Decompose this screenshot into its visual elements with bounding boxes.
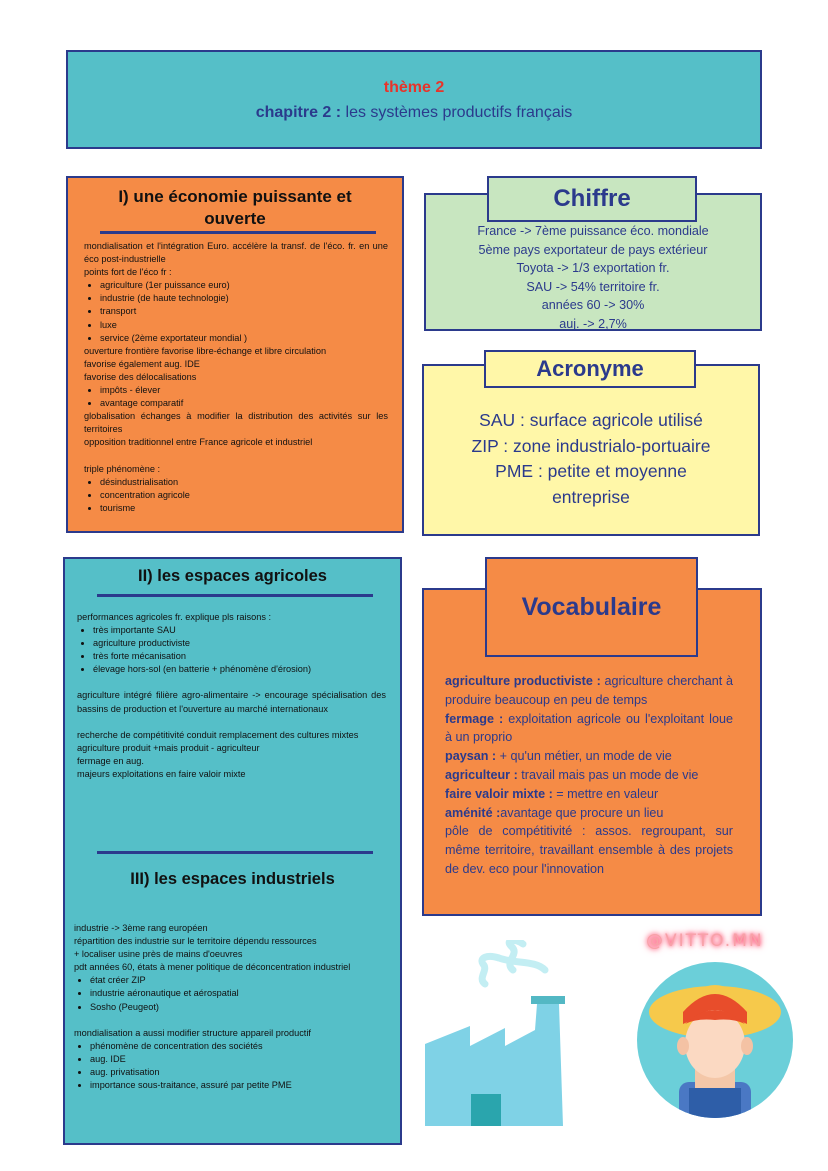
acronyme-line: ZIP : zone industrialo-portuaire: [471, 435, 711, 456]
chapter-label: chapitre 2 :: [255, 104, 342, 121]
title-underline: [97, 594, 373, 597]
title-underline: [100, 231, 376, 234]
acronyme-lines: [424, 408, 758, 510]
list-item: • importance sous-traitance, assuré par petite PME: [90, 1079, 386, 1092]
list-item: • tourisme: [100, 502, 388, 515]
chiffre-line: Toyota -> 1/3 exportation fr.: [516, 261, 670, 275]
list-item: • industrie (de haute technologie): [100, 292, 388, 305]
section-agricoles-body: [77, 611, 386, 781]
factory-icon: [425, 940, 595, 1130]
chiffre-line: 5ème pays exportateur de pays extérieur: [478, 242, 708, 257]
list-item: • industrie aéronautique et aérospatial: [90, 987, 386, 1000]
vocab-term: agriculture productiviste :: [445, 674, 601, 688]
vocab-term: agriculteur :: [445, 767, 518, 782]
list-item: • très importante SAU: [93, 624, 386, 637]
farmer-avatar: [637, 962, 793, 1118]
vocab-def: agriculture cherchant à produire beaucoup en peu de temps: [445, 674, 733, 707]
triple-list: [84, 476, 388, 515]
acronyme-line: PME : petite et moyenne: [495, 461, 687, 481]
text-paragraph: agriculture intégré filière agro-alimentaire -> encourage spécialisation des bassins de production et l'ouverture au marché internationaux: [77, 690, 386, 714]
chapter-title: [68, 104, 760, 122]
list-item: • luxe: [100, 319, 388, 332]
list-item: • très forte mécanisation: [93, 650, 386, 663]
reasons-list: [77, 624, 386, 676]
list-item: • désindustrialisation: [100, 476, 388, 489]
list-item: • agriculture (1er puissance euro): [100, 279, 388, 292]
section-economie: [66, 176, 404, 533]
vocab-entry: [445, 710, 733, 748]
text-line: globalisation échanges à modifier la distribution des activités sur les territoires: [84, 411, 388, 435]
section-economie-title: [68, 186, 402, 230]
vocab-entry: [445, 672, 733, 710]
acronyme-line: SAU : surface agricole utilisé: [479, 410, 703, 430]
deloc-list: [84, 384, 388, 410]
chiffre-lines: [426, 222, 760, 333]
acronyme-box: [422, 364, 760, 536]
acronyme-label: Acronyme: [484, 350, 696, 388]
list-item: • transport: [100, 305, 388, 318]
chiffre-line: auj. -> 2,7%: [559, 316, 627, 331]
section-economie-title-line2: ouverte: [204, 209, 266, 228]
vocab-entry: [445, 766, 733, 785]
text-line: répartition des industrie sur le territoire dépendu ressources: [74, 936, 317, 947]
chiffre-line: SAU -> 54% territoire fr.: [526, 279, 660, 294]
text-line: fermage en aug.: [77, 755, 144, 766]
mondialisation-list: [74, 1040, 386, 1092]
agricoles-intro: performances agricoles fr. explique pls raisons :: [77, 612, 272, 622]
vocab-def: travail mais pas un mode de vie: [517, 767, 699, 782]
industry-list: [74, 974, 386, 1013]
list-item: • aug. IDE: [90, 1053, 386, 1066]
vocab-entry: [445, 785, 733, 804]
chapter-name: les systèmes productifs français: [345, 104, 573, 121]
text-line: mondialisation a aussi modifier structure appareil productif: [74, 1027, 311, 1038]
list-item: • état créer ZIP: [90, 974, 386, 987]
vocab-term: fermage :: [445, 711, 504, 726]
vocabulaire-entries: [445, 672, 733, 879]
theme-label: thème 2: [383, 79, 445, 96]
list-item: • Sosho (Peugeot): [90, 1001, 386, 1014]
vocab-term: aménité :: [445, 805, 501, 820]
list-item: • élevage hors-sol (en batterie + phénomène d'érosion): [93, 663, 386, 676]
list-item: • concentration agricole: [100, 489, 388, 502]
points-label: points fort de l'éco fr :: [84, 267, 172, 278]
vocab-def: + qu'un métier, un mode de vie: [496, 749, 672, 764]
text-line: industrie -> 3ème rang européen: [74, 923, 208, 933]
vocab-term: faire valoir mixte :: [445, 786, 553, 801]
vocabulaire-label: Vocabulaire: [485, 557, 698, 657]
title-banner: [66, 50, 762, 149]
list-item: • impôts - élever: [100, 384, 388, 397]
vocab-def: exploitation agricole ou l'exploitant loue à un proprio: [445, 711, 733, 745]
vocab-entry: [445, 804, 733, 823]
vocab-term: paysan :: [445, 749, 497, 764]
text-line: + localiser usine près de mains d'oeuvres: [74, 949, 243, 960]
vocab-entry: pôle de compétitivité : assos. regroupant, sur même territoire, travaillant ensemble à des projets de dev. eco pour l'innovation: [445, 824, 733, 876]
text-line: pdt années 60, états à mener politique de déconcentration industriel: [74, 962, 351, 973]
list-item: • aug. privatisation: [90, 1066, 386, 1079]
section-economie-body: [84, 240, 388, 515]
text-line: favorise également aug. IDE: [84, 358, 200, 369]
points-list: [84, 279, 388, 344]
vocab-def: = mettre en valeur: [552, 786, 659, 801]
text-line: favorise des délocalisations: [84, 371, 197, 382]
list-item: • avantage comparatif: [100, 397, 388, 410]
title-overline: [97, 851, 373, 854]
chiffre-label: Chiffre: [487, 176, 697, 222]
text-line: opposition traditionnel entre France agricole et industriel: [84, 437, 313, 448]
section-agricoles-industriels: [63, 557, 402, 1145]
text-line: agriculture produit +mais produit - agriculteur: [77, 742, 260, 753]
economie-intro: mondialisation et l'intégration Euro. accélère la transf. de l'éco. fr. en une éco post-industrielle: [84, 241, 388, 265]
text-line: ouverture frontière favorise libre-échange et libre circulation: [84, 345, 327, 356]
triple-label: triple phénomène :: [84, 463, 161, 474]
list-item: • agriculture productiviste: [93, 637, 386, 650]
section-economie-title-line1: I) une économie puissante et: [118, 187, 352, 206]
text-line: majeurs exploitations en faire valoir mixte: [77, 768, 246, 779]
chiffre-line: France -> 7ème puissance éco. mondiale: [477, 224, 709, 238]
section-agricoles-title: II) les espaces agricoles: [138, 567, 327, 585]
acronyme-line: entreprise: [552, 486, 630, 507]
vocab-def: avantage que procure un lieu: [500, 805, 664, 820]
section-industriels-body: [74, 922, 386, 1092]
vocab-entry: [445, 747, 733, 766]
chiffre-line: années 60 -> 30%: [541, 298, 645, 312]
author-handle: @VITTO.MN: [646, 931, 764, 951]
section-industriels-title: III) les espaces industriels: [130, 870, 335, 888]
list-item: • service (2ème exportateur mondial ): [100, 332, 388, 345]
list-item: • phénomène de concentration des sociétés: [90, 1040, 386, 1053]
text-paragraph: recherche de compétitivité conduit remplacement des cultures mixtes: [77, 729, 359, 740]
